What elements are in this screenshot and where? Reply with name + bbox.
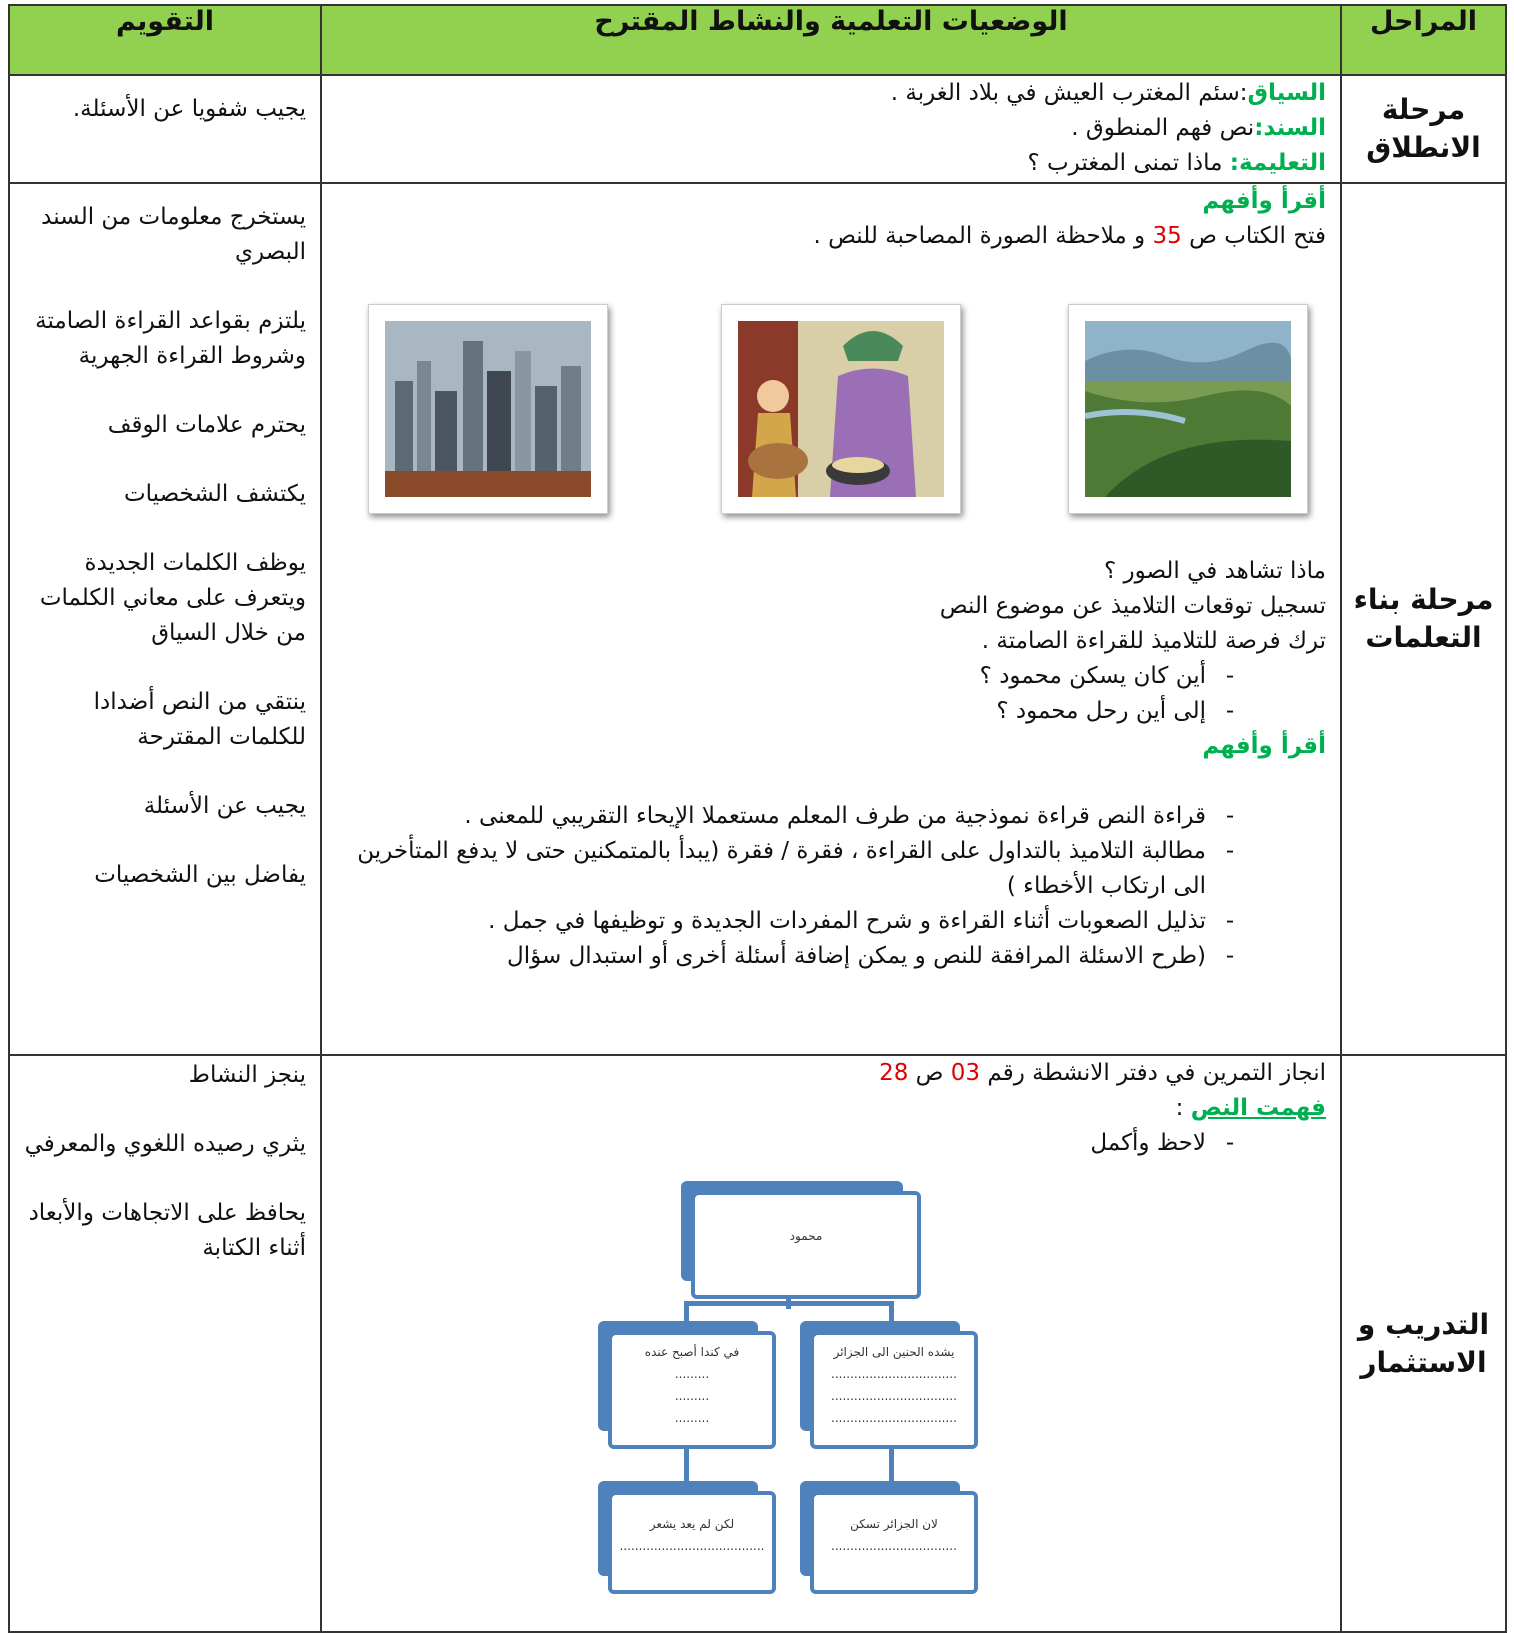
dotted-line: ................................. (831, 1411, 957, 1425)
eval-item: يفاضل بين الشخصيات (94, 862, 306, 888)
dotted-line: ................................. (831, 1389, 957, 1403)
observe-text: لاحظ وأكمل (1090, 1130, 1206, 1156)
exercise-mid: ص (908, 1060, 951, 1086)
dotted-line: ......... (674, 1367, 710, 1381)
silent-reading: ترك فرصة للتلاميذ للقراءة الصامتة . (981, 628, 1326, 654)
observe-item (328, 1126, 1326, 1161)
dotted-line: ................................. (831, 1367, 957, 1381)
exercise-num: 03 (950, 1060, 981, 1086)
eval-item: يثري رصيده اللغوي والمعرفي (24, 1131, 306, 1157)
record-expectations: تسجيل توقعات التلاميذ عن موضوع النص (939, 593, 1326, 619)
question-2-text: إلى أين رحل محمود ؟ (996, 698, 1206, 724)
build-eval (9, 183, 321, 1055)
question-2 (328, 694, 1326, 729)
bullet-4 (328, 939, 1326, 974)
left-box-2-label: لكن لم يعد يشعر (649, 1517, 735, 1531)
family-cooking-photo (721, 304, 961, 514)
city-skyline-photo (368, 304, 608, 514)
stage-practice: التدريب و الاستثمار (1341, 1055, 1506, 1632)
eval-item: يكتشف الشخصيات (124, 481, 306, 507)
eval-item: يحترم علامات الوقف (107, 412, 306, 438)
bullet-1-text: قراءة النص قراءة نموذجية من طرف المعلم مستعملا الإيحاء التقريبي للمعنى . (464, 803, 1206, 829)
header-activities: الوضعيات التعلمية والنشاط المقترح (321, 5, 1341, 75)
dash-mark: - (1225, 1130, 1235, 1156)
eval-item: يحافظ على الاتجاهات والأبعاد أثناء الكتابة (28, 1200, 306, 1261)
build-content (321, 183, 1341, 1055)
concept-map (328, 1161, 1326, 1631)
launch-eval (9, 75, 321, 183)
understood-title: فهمت النص (1190, 1095, 1326, 1121)
open-book-page: 35 (1152, 223, 1182, 249)
left-box-1 (608, 1331, 776, 1449)
header-evaluation: التقويم (9, 5, 321, 75)
eval-item: يلتزم بقواعد القراءة الصامتة وشروط القراءة الجهرية (35, 308, 306, 369)
row-launch (9, 75, 1506, 183)
root-label: محمود (789, 1229, 823, 1243)
bullet-2 (328, 834, 1326, 904)
bullet-3-text: تذليل الصعوبات أثناء القراءة و شرح المفردات الجديدة و توظيفها في جمل . (488, 908, 1206, 934)
read-title-2: أقرأ وأفهم (1202, 733, 1326, 759)
header-row (9, 5, 1506, 75)
understood-colon: : (1175, 1095, 1191, 1121)
dash-mark: - (1225, 698, 1235, 724)
launch-content (321, 75, 1341, 183)
eval-item: يجيب عن الأسئلة (143, 793, 306, 819)
dotted-line: ......... (674, 1411, 710, 1425)
exercise-pre: انجاز التمرين في دفتر الانشطة رقم (980, 1060, 1326, 1086)
support-text: نص فهم المنطوق . (1071, 115, 1255, 141)
eval-item: يستخرج معلومات من السند البصري (41, 204, 306, 265)
dash-mark: - (1225, 943, 1235, 969)
right-box-2 (810, 1491, 978, 1594)
instruction-text: ماذا تمنى المغترب ؟ (1027, 150, 1230, 176)
support-label: السند: (1254, 115, 1326, 141)
launch-eval-text: يجيب شفويا عن الأسئلة. (72, 96, 306, 122)
dotted-line: ...................................... (619, 1539, 765, 1553)
bullet-3 (328, 904, 1326, 939)
open-book-pre: فتح الكتاب ص (1181, 223, 1326, 249)
lesson-plan-table (8, 4, 1507, 1633)
root-box (691, 1191, 921, 1299)
dash-mark: - (1225, 908, 1235, 934)
read-title: أقرأ وأفهم (1202, 188, 1326, 214)
header-stages: المراحل (1341, 5, 1506, 75)
dash-mark: - (1225, 838, 1235, 864)
left-box-1-label: في كندا أصبح عنده (644, 1345, 740, 1359)
instruction-label: التعليمة: (1229, 150, 1326, 176)
context-label: السياق (1247, 80, 1326, 106)
bullet-4-text: (طرح الاسئلة المرافقة للنص و يمكن إضافة أسئلة أخرى أو استبدال سؤال (507, 943, 1206, 969)
eval-item: يوظف الكلمات الجديدة ويتعرف على معاني الكلمات من خلال السياق (39, 550, 306, 646)
connector-horizontal (684, 1301, 894, 1306)
bullet-2-text: مطالبة التلاميذ بالتداول على القراءة ، فقرة / فقرة (يبدأ بالمتمكنين حتى لا يدفع المتأخرين الى ارتكاب الأخطاء ) (357, 838, 1206, 899)
dash-mark: - (1225, 663, 1235, 689)
context-text: :سئم المغترب العيش في بلاد الغربة . (890, 80, 1248, 106)
dotted-line: ................................. (831, 1539, 957, 1553)
right-box-1 (810, 1331, 978, 1449)
photos-strip (328, 254, 1326, 554)
dash-mark: - (1225, 803, 1235, 829)
practice-eval (9, 1055, 321, 1632)
question-images: ماذا تشاهد في الصور ؟ (1103, 558, 1326, 584)
question-1-text: أين كان يسكن محمود ؟ (979, 663, 1206, 689)
dotted-line: ......... (674, 1389, 710, 1403)
exercise-page: 28 (879, 1060, 909, 1086)
left-box-2 (608, 1491, 776, 1594)
practice-content (321, 1055, 1341, 1632)
row-practice (9, 1055, 1506, 1632)
question-1 (328, 659, 1326, 694)
open-book-post: و ملاحظة الصورة المصاحبة للنص . (813, 223, 1153, 249)
right-box-1-label: يشده الحنين الى الجزائر (833, 1345, 955, 1359)
row-build (9, 183, 1506, 1055)
bullet-1 (328, 799, 1326, 834)
stage-build: مرحلة بناء التعلمات (1341, 183, 1506, 1055)
stage-launch: مرحلة الانطلاق (1341, 75, 1506, 183)
eval-item: ينتقي من النص أضدادا للكلمات المقترحة (93, 689, 306, 750)
landscape-photo (1068, 304, 1308, 514)
right-box-2-label: لان الجزائر تسكن (850, 1517, 938, 1531)
eval-item: ينجز النشاط (188, 1062, 306, 1088)
